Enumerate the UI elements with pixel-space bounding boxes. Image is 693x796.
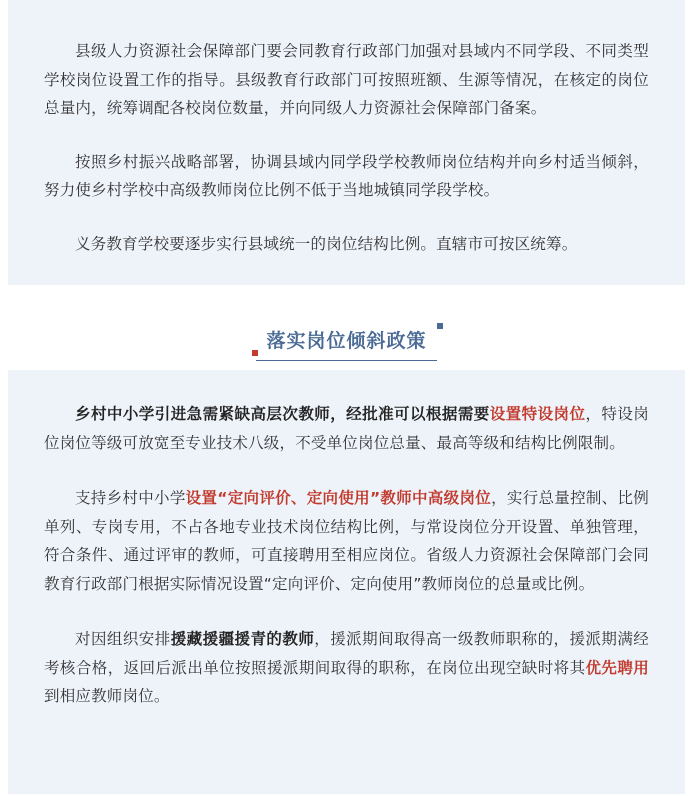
highlight-text: 设置特设岗位: [489, 405, 586, 423]
section-title: [256, 320, 436, 361]
policy-box-top: [8, 0, 685, 285]
body-text: 对因组织安排: [75, 630, 171, 648]
highlight-text: 设置“定向评价、定向使用”教师中高级岗位: [185, 489, 492, 507]
bold-text: 援藏援疆援青的教师: [170, 630, 315, 648]
paragraph-special-posts: [44, 400, 649, 457]
body-text: 到相应教师岗位。: [44, 687, 170, 705]
red-square-decoration: [252, 350, 258, 356]
body-text: ，援派期间取得高一级教师职称的，援派期满经考核合格，返回后派出单位按照援派期间取得的职称，在岗位出现空缺时将其: [44, 630, 650, 677]
paragraph-directed-posts: [44, 484, 649, 598]
body-text: ，特设岗位岗位等级可放宽至专业技术八级，不受单位岗位总量、最高等级和结构比例限制。: [44, 405, 650, 452]
body-text: ，实行总量控制、比例单列、专岗专用，不占各地专业技术岗位结构比例，与常设岗位分开设置、单独管理，符合条件、通过评审的教师，可直接聘用至相应岗位。省级人力资源社会保障部门会同教育行政部门根据实际情况设置“定向评价、定向使用”教师岗位的总量或比例。: [44, 489, 649, 593]
section-title-wrap: [0, 320, 693, 361]
bold-text: 乡村中小学引进急需紧缺高层次教师，经批准可以根据需要: [75, 405, 490, 423]
paragraph-county-guidance: 县级人力资源社会保障部门要会同教育行政部门加强对县域内不同学段、不同类型学校岗位设置工作的指导。县级教育行政部门可按照班额、生源等情况，在核定的岗位总量内，统筹调配各校岗位数量，并向同级人力资源社会保障部门备案。: [44, 42, 649, 117]
policy-box-bottom: [8, 370, 685, 794]
highlight-text: 优先聘用: [585, 658, 649, 677]
paragraph-aid-teachers: [44, 625, 649, 711]
blue-square-decoration: [437, 323, 443, 329]
paragraph-rural-tilt: 按照乡村振兴战略部署，协调县域内同学段学校教师岗位结构并向乡村适当倾斜，努力使乡村学校中高级教师岗位比例不低于当地城镇同学段学校。: [44, 152, 649, 199]
section-title-text: 落实岗位倾斜政策: [266, 330, 427, 352]
paragraph-unified-ratio: 义务教育学校要逐步实行县域统一的岗位结构比例。直辖市可按区统筹。: [75, 234, 578, 253]
body-text: 支持乡村中小学: [75, 489, 186, 507]
